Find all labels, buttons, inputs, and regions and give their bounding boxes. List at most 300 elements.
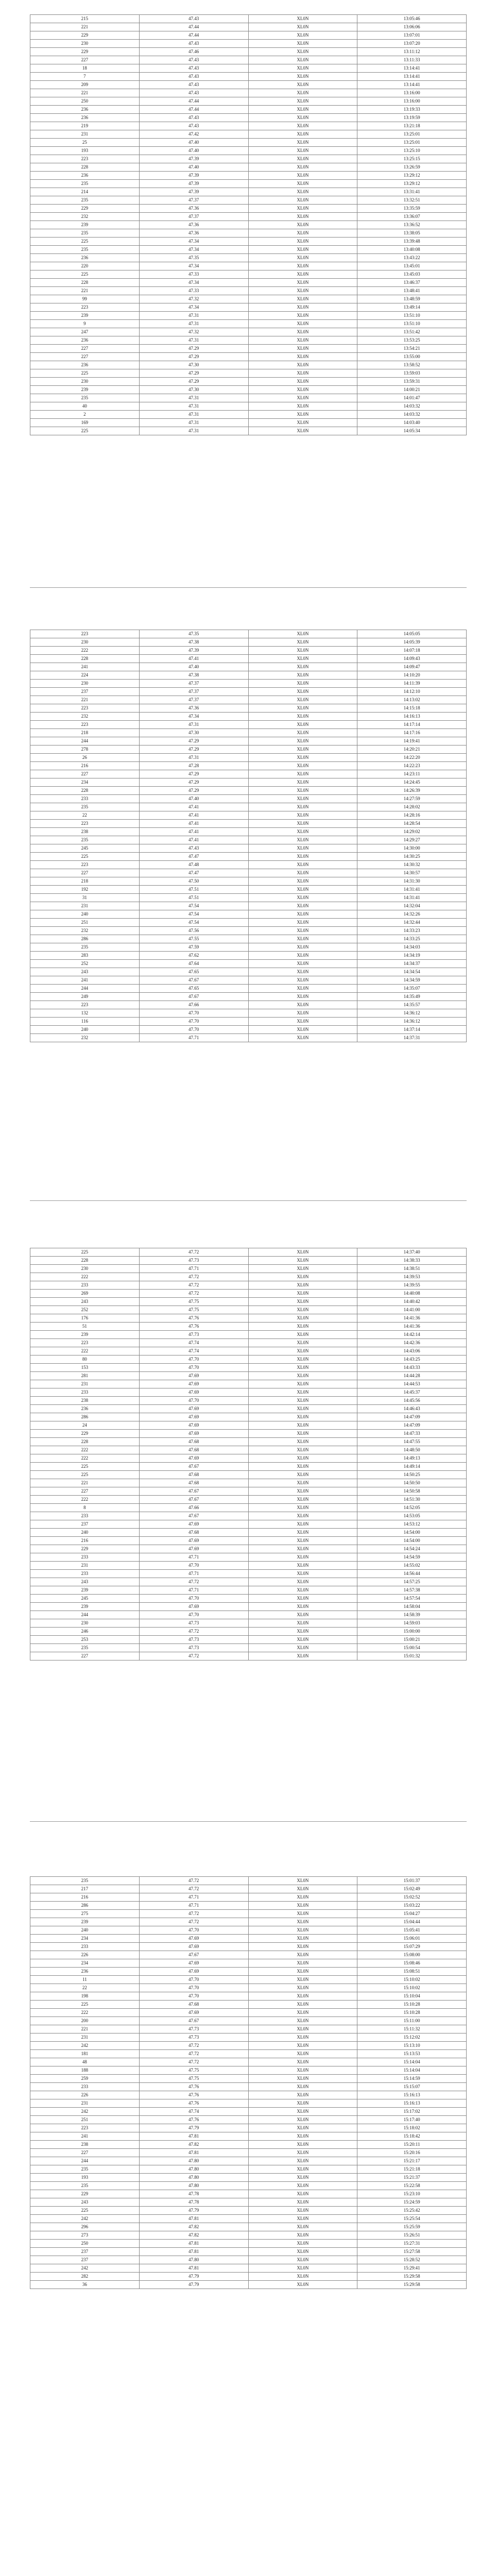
table-row <box>30 1421 467 1430</box>
time-cell: 13:48:41 <box>357 287 467 295</box>
price-cell: 47.40 <box>139 795 248 803</box>
venue-cell: XL0N <box>248 836 357 844</box>
time-cell: 13:51:10 <box>357 320 467 328</box>
volume-cell: 282 <box>30 2273 140 2281</box>
venue-cell: XL0N <box>248 2240 357 2248</box>
table-row <box>30 910 467 919</box>
time-cell: 14:50:25 <box>357 1471 467 1479</box>
table-row <box>30 1976 467 1984</box>
price-cell: 47.37 <box>139 696 248 704</box>
volume-cell: 225 <box>30 238 140 246</box>
price-cell: 47.44 <box>139 97 248 106</box>
price-cell: 47.69 <box>139 1520 248 1529</box>
price-cell: 47.39 <box>139 180 248 188</box>
venue-cell: XL0N <box>248 968 357 976</box>
table-row <box>30 147 467 155</box>
volume-cell: 239 <box>30 1586 140 1595</box>
volume-cell: 80 <box>30 1355 140 1364</box>
price-cell: 47.76 <box>139 2099 248 2108</box>
price-cell: 47.41 <box>139 820 248 828</box>
table-row <box>30 2083 467 2091</box>
volume-cell: 2 <box>30 411 140 419</box>
time-cell: 14:22:23 <box>357 762 467 770</box>
price-cell: 47.43 <box>139 64 248 73</box>
venue-cell: XL0N <box>248 1652 357 1660</box>
venue-cell: XL0N <box>248 1595 357 1603</box>
price-cell: 47.75 <box>139 1306 248 1314</box>
volume-cell: 176 <box>30 1314 140 1323</box>
volume-cell: 235 <box>30 2165 140 2174</box>
table-row <box>30 419 467 427</box>
time-cell: 15:17:02 <box>357 2108 467 2116</box>
volume-cell: 232 <box>30 213 140 221</box>
time-cell: 14:40:42 <box>357 1298 467 1306</box>
table-row <box>30 312 467 320</box>
time-cell: 15:10:28 <box>357 2001 467 2009</box>
price-cell: 47.79 <box>139 2207 248 2215</box>
price-cell: 47.31 <box>139 754 248 762</box>
price-cell: 47.51 <box>139 894 248 902</box>
volume-cell: 223 <box>30 2124 140 2132</box>
volume-cell: 216 <box>30 1893 140 1902</box>
time-cell: 14:43:06 <box>357 1347 467 1355</box>
venue-cell: XL0N <box>248 2215 357 2223</box>
price-cell: 47.80 <box>139 2256 248 2264</box>
table-row <box>30 23 467 31</box>
venue-cell: XL0N <box>248 696 357 704</box>
price-cell: 47.29 <box>139 787 248 795</box>
price-cell: 47.37 <box>139 688 248 696</box>
time-cell: 13:38:05 <box>357 229 467 238</box>
table-row <box>30 1380 467 1388</box>
price-cell: 47.69 <box>139 1935 248 1943</box>
time-cell: 14:47:09 <box>357 1421 467 1430</box>
price-cell: 47.74 <box>139 2108 248 2116</box>
volume-cell: 251 <box>30 2116 140 2124</box>
venue-cell: XL0N <box>248 1355 357 1364</box>
venue-cell: XL0N <box>248 2182 357 2190</box>
table-row <box>30 188 467 196</box>
table-row <box>30 1644 467 1652</box>
venue-cell: XL0N <box>248 671 357 680</box>
venue-cell: XL0N <box>248 803 357 811</box>
venue-cell: XL0N <box>248 262 357 270</box>
volume-cell: 229 <box>30 48 140 56</box>
volume-cell: 235 <box>30 246 140 254</box>
volume-cell: 233 <box>30 1570 140 1578</box>
venue-cell: XL0N <box>248 1611 357 1619</box>
venue-cell: XL0N <box>248 2033 357 2042</box>
volume-cell: 223 <box>30 1001 140 1009</box>
venue-cell: XL0N <box>248 1512 357 1520</box>
price-cell: 47.70 <box>139 1397 248 1405</box>
volume-cell: 242 <box>30 2264 140 2273</box>
price-cell: 47.79 <box>139 2124 248 2132</box>
time-cell: 15:02:49 <box>357 1885 467 1893</box>
time-cell: 14:57:38 <box>357 1586 467 1595</box>
volume-cell: 235 <box>30 943 140 952</box>
time-cell: 14:17:14 <box>357 721 467 729</box>
volume-cell: 200 <box>30 2017 140 2025</box>
volume-cell: 244 <box>30 985 140 993</box>
time-cell: 15:28:52 <box>357 2256 467 2264</box>
table-row <box>30 1570 467 1578</box>
table-row <box>30 861 467 869</box>
page-1 <box>30 14 467 435</box>
time-cell: 13:29:12 <box>357 180 467 188</box>
table-row <box>30 737 467 745</box>
venue-cell: XL0N <box>248 303 357 312</box>
price-cell: 47.69 <box>139 1421 248 1430</box>
volume-cell: 286 <box>30 1902 140 1910</box>
time-cell: 14:34:59 <box>357 976 467 985</box>
table-row <box>30 1248 467 1257</box>
price-cell: 47.80 <box>139 2157 248 2165</box>
time-cell: 13:43:22 <box>357 254 467 262</box>
price-cell: 47.41 <box>139 655 248 663</box>
venue-cell: XL0N <box>248 1026 357 1034</box>
venue-cell: XL0N <box>248 130 357 139</box>
volume-cell: 216 <box>30 1537 140 1545</box>
time-cell: 14:31:30 <box>357 877 467 886</box>
volume-cell: 218 <box>30 877 140 886</box>
volume-cell: 236 <box>30 172 140 180</box>
venue-cell: XL0N <box>248 1001 357 1009</box>
volume-cell: 222 <box>30 1446 140 1454</box>
table-row <box>30 73 467 81</box>
venue-cell: XL0N <box>248 1380 357 1388</box>
price-cell: 47.31 <box>139 336 248 345</box>
time-cell: 13:14:41 <box>357 81 467 89</box>
volume-cell: 253 <box>30 1636 140 1644</box>
table-row <box>30 2099 467 2108</box>
time-cell: 15:08:00 <box>357 1951 467 1959</box>
venue-cell: XL0N <box>248 1397 357 1405</box>
price-cell: 47.62 <box>139 952 248 960</box>
table-row <box>30 927 467 935</box>
time-cell: 14:43:33 <box>357 1364 467 1372</box>
price-cell: 47.69 <box>139 1413 248 1421</box>
volume-cell: 286 <box>30 1413 140 1421</box>
price-cell: 47.44 <box>139 23 248 31</box>
price-cell: 47.34 <box>139 303 248 312</box>
time-cell: 15:20:16 <box>357 2149 467 2157</box>
venue-cell: XL0N <box>248 1968 357 1976</box>
volume-cell: 223 <box>30 721 140 729</box>
venue-cell: XL0N <box>248 2042 357 2050</box>
price-cell: 47.69 <box>139 1454 248 1463</box>
volume-cell: 26 <box>30 754 140 762</box>
venue-cell: XL0N <box>248 73 357 81</box>
price-cell: 47.69 <box>139 1603 248 1611</box>
volume-cell: 222 <box>30 1454 140 1463</box>
venue-cell: XL0N <box>248 2132 357 2141</box>
table-row <box>30 680 467 688</box>
venue-cell: XL0N <box>248 2025 357 2033</box>
volume-cell: 223 <box>30 1339 140 1347</box>
volume-cell: 227 <box>30 1652 140 1660</box>
venue-cell: XL0N <box>248 919 357 927</box>
volume-cell: 230 <box>30 378 140 386</box>
time-cell: 13:26:59 <box>357 163 467 172</box>
price-cell: 47.32 <box>139 328 248 336</box>
price-cell: 47.80 <box>139 2165 248 2174</box>
table-row <box>30 2091 467 2099</box>
table-row <box>30 696 467 704</box>
time-cell: 13:16:00 <box>357 97 467 106</box>
price-cell: 47.71 <box>139 1570 248 1578</box>
table-row <box>30 2190 467 2198</box>
time-cell: 15:17:40 <box>357 2116 467 2124</box>
venue-cell: XL0N <box>248 795 357 803</box>
price-cell: 47.67 <box>139 1512 248 1520</box>
price-cell: 47.29 <box>139 378 248 386</box>
table-row <box>30 238 467 246</box>
volume-cell: 230 <box>30 1619 140 1628</box>
volume-cell: 237 <box>30 2256 140 2264</box>
venue-cell: XL0N <box>248 1372 357 1380</box>
price-cell: 47.54 <box>139 919 248 927</box>
time-cell: 15:10:02 <box>357 1976 467 1984</box>
volume-cell: 99 <box>30 295 140 303</box>
table-row <box>30 828 467 836</box>
table-row <box>30 960 467 968</box>
venue-cell: XL0N <box>248 1885 357 1893</box>
venue-cell: XL0N <box>248 985 357 993</box>
volume-cell: 242 <box>30 2108 140 2116</box>
table-row <box>30 811 467 820</box>
venue-cell: XL0N <box>248 960 357 968</box>
volume-cell: 223 <box>30 303 140 312</box>
volume-cell: 240 <box>30 1926 140 1935</box>
time-cell: 13:06:06 <box>357 23 467 31</box>
time-cell: 13:45:03 <box>357 270 467 279</box>
table-row <box>30 795 467 803</box>
volume-cell: 229 <box>30 1545 140 1553</box>
time-cell: 14:59:03 <box>357 1619 467 1628</box>
table-row <box>30 704 467 713</box>
price-cell: 47.43 <box>139 844 248 853</box>
time-cell: 15:16:13 <box>357 2099 467 2108</box>
time-cell: 15:18:42 <box>357 2132 467 2141</box>
volume-cell: 241 <box>30 2132 140 2141</box>
table-row <box>30 353 467 361</box>
venue-cell: XL0N <box>248 1257 357 1265</box>
price-cell: 47.44 <box>139 31 248 40</box>
table-row <box>30 81 467 89</box>
time-cell: 13:53:25 <box>357 336 467 345</box>
volume-cell: 242 <box>30 2215 140 2223</box>
time-cell: 14:53:05 <box>357 1512 467 1520</box>
venue-cell: XL0N <box>248 1586 357 1595</box>
venue-cell: XL0N <box>248 213 357 221</box>
time-cell: 15:02:52 <box>357 1893 467 1902</box>
venue-cell: XL0N <box>248 2009 357 2017</box>
time-cell: 15:27:31 <box>357 2240 467 2248</box>
volume-cell: 233 <box>30 2083 140 2091</box>
price-cell: 47.70 <box>139 1976 248 1984</box>
price-cell: 47.50 <box>139 877 248 886</box>
time-cell: 14:38:33 <box>357 1257 467 1265</box>
venue-cell: XL0N <box>248 630 357 638</box>
table-row <box>30 15 467 23</box>
time-cell: 13:14:41 <box>357 64 467 73</box>
venue-cell: XL0N <box>248 754 357 762</box>
table-row <box>30 2050 467 2058</box>
price-cell: 47.72 <box>139 1652 248 1660</box>
table-row <box>30 2273 467 2281</box>
table-row <box>30 1372 467 1380</box>
time-cell: 14:57:25 <box>357 1578 467 1586</box>
price-cell: 47.37 <box>139 213 248 221</box>
volume-cell: 225 <box>30 369 140 378</box>
price-cell: 47.44 <box>139 106 248 114</box>
table-row <box>30 1281 467 1290</box>
volume-cell: 233 <box>30 1553 140 1562</box>
table-row <box>30 1388 467 1397</box>
table-row <box>30 968 467 976</box>
table-row <box>30 1951 467 1959</box>
venue-cell: XL0N <box>248 680 357 688</box>
venue-cell: XL0N <box>248 688 357 696</box>
venue-cell: XL0N <box>248 1520 357 1529</box>
volume-cell: 220 <box>30 262 140 270</box>
table-row <box>30 943 467 952</box>
volume-cell: 153 <box>30 1364 140 1372</box>
table-row <box>30 1290 467 1298</box>
price-cell: 47.69 <box>139 1372 248 1380</box>
time-cell: 13:07:01 <box>357 31 467 40</box>
volume-cell: 225 <box>30 427 140 435</box>
time-cell: 15:01:32 <box>357 1652 467 1660</box>
price-cell: 47.39 <box>139 155 248 163</box>
time-cell: 13:11:33 <box>357 56 467 64</box>
venue-cell: XL0N <box>248 1413 357 1421</box>
time-cell: 13:46:37 <box>357 279 467 287</box>
time-cell: 14:00:21 <box>357 386 467 394</box>
price-cell: 47.67 <box>139 1951 248 1959</box>
venue-cell: XL0N <box>248 2108 357 2116</box>
venue-cell: XL0N <box>248 23 357 31</box>
price-cell: 47.82 <box>139 2223 248 2231</box>
table-row <box>30 1893 467 1902</box>
time-cell: 13:40:08 <box>357 246 467 254</box>
volume-cell: 48 <box>30 2058 140 2066</box>
volume-cell: 232 <box>30 1034 140 1042</box>
time-cell: 15:15:07 <box>357 2083 467 2091</box>
table-row <box>30 886 467 894</box>
table-row <box>30 2033 467 2042</box>
venue-cell: XL0N <box>248 163 357 172</box>
volume-cell: 214 <box>30 188 140 196</box>
volume-cell: 243 <box>30 2198 140 2207</box>
table-row <box>30 2116 467 2124</box>
volume-cell: 226 <box>30 2091 140 2099</box>
price-cell: 47.72 <box>139 1877 248 1885</box>
table-row <box>30 919 467 927</box>
venue-cell: XL0N <box>248 1553 357 1562</box>
venue-cell: XL0N <box>248 2001 357 2009</box>
time-cell: 13:25:01 <box>357 139 467 147</box>
table-row <box>30 1018 467 1026</box>
volume-cell: 218 <box>30 729 140 737</box>
price-cell: 47.75 <box>139 2066 248 2075</box>
time-cell: 13:45:01 <box>357 262 467 270</box>
table-row <box>30 2025 467 2033</box>
price-cell: 47.72 <box>139 1248 248 1257</box>
table-row <box>30 985 467 993</box>
volume-cell: 243 <box>30 1298 140 1306</box>
transactions-table <box>30 630 467 1042</box>
volume-cell: 250 <box>30 97 140 106</box>
table-row <box>30 155 467 163</box>
time-cell: 14:23:11 <box>357 770 467 778</box>
table-row <box>30 1959 467 1968</box>
price-cell: 47.67 <box>139 1496 248 1504</box>
venue-cell: XL0N <box>248 378 357 386</box>
volume-cell: 235 <box>30 394 140 402</box>
volume-cell: 169 <box>30 419 140 427</box>
price-cell: 47.43 <box>139 81 248 89</box>
price-cell: 47.69 <box>139 1430 248 1438</box>
price-cell: 47.29 <box>139 745 248 754</box>
time-cell: 14:50:50 <box>357 1479 467 1487</box>
price-cell: 47.59 <box>139 943 248 952</box>
venue-cell: XL0N <box>248 1537 357 1545</box>
time-cell: 14:34:03 <box>357 943 467 952</box>
price-cell: 47.69 <box>139 1537 248 1545</box>
volume-cell: 221 <box>30 23 140 31</box>
venue-cell: XL0N <box>248 270 357 279</box>
table-row <box>30 1910 467 1918</box>
table-row <box>30 2182 467 2190</box>
volume-cell: 198 <box>30 1992 140 2001</box>
table-row <box>30 820 467 828</box>
venue-cell: XL0N <box>248 221 357 229</box>
volume-cell: 227 <box>30 869 140 877</box>
table-row <box>30 1331 467 1339</box>
price-cell: 47.64 <box>139 960 248 968</box>
venue-cell: XL0N <box>248 1984 357 1992</box>
venue-cell: XL0N <box>248 1644 357 1652</box>
table-row <box>30 254 467 262</box>
price-cell: 47.31 <box>139 721 248 729</box>
price-cell: 47.34 <box>139 713 248 721</box>
time-cell: 14:45:56 <box>357 1397 467 1405</box>
table-row <box>30 1273 467 1281</box>
price-cell: 47.68 <box>139 1529 248 1537</box>
table-row <box>30 729 467 737</box>
price-cell: 47.43 <box>139 40 248 48</box>
venue-cell: XL0N <box>248 902 357 910</box>
table-row <box>30 2207 467 2215</box>
volume-cell: 233 <box>30 1512 140 1520</box>
table-row <box>30 287 467 295</box>
volume-cell: 232 <box>30 713 140 721</box>
volume-cell: 233 <box>30 1281 140 1290</box>
price-cell: 47.69 <box>139 2009 248 2017</box>
table-row <box>30 671 467 680</box>
time-cell: 14:34:54 <box>357 968 467 976</box>
table-row <box>30 2248 467 2256</box>
table-row <box>30 1529 467 1537</box>
time-cell: 15:20:11 <box>357 2141 467 2149</box>
volume-cell: 193 <box>30 2174 140 2182</box>
table-row <box>30 1877 467 1885</box>
table-row <box>30 1628 467 1636</box>
time-cell: 15:29:58 <box>357 2281 467 2289</box>
table-row <box>30 1026 467 1034</box>
